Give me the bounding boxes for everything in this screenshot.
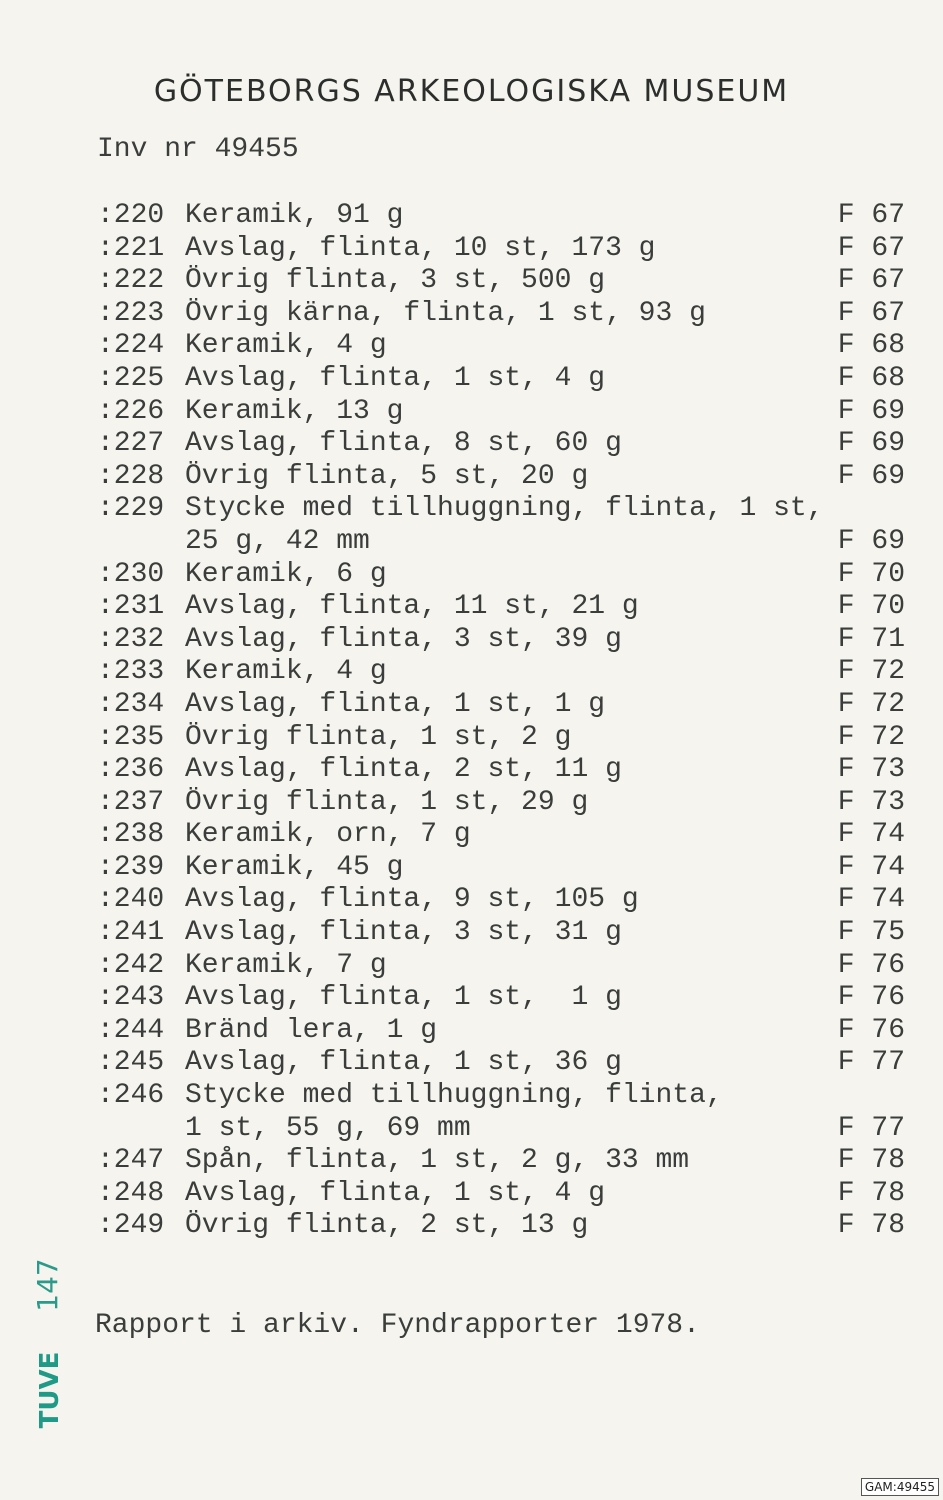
entry-number: :226 <box>97 395 165 427</box>
entry-reference: F 75 <box>837 917 905 949</box>
entry-description: Avslag, flinta, 2 st, 11 g <box>185 754 622 786</box>
entry-row <box>97 656 905 689</box>
entry-description: 25 g, 42 mm <box>185 525 370 557</box>
entry-description: Keramik, 45 g <box>185 851 404 883</box>
entry-number: :240 <box>97 884 165 916</box>
entry-row <box>97 1047 905 1080</box>
entry-reference: F 69 <box>837 460 905 492</box>
entry-description: Avslag, flinta, 1 st, 4 g <box>185 1177 606 1209</box>
entry-reference: F 67 <box>837 265 905 297</box>
entry-row <box>97 689 905 722</box>
archive-note: Rapport i arkiv. Fyndrapporter 1978. <box>95 1310 700 1341</box>
entry-reference: F 74 <box>837 851 905 883</box>
entry-reference: F 67 <box>837 232 905 264</box>
entry-row <box>97 493 905 526</box>
entry-number: :249 <box>97 1210 165 1242</box>
entry-number: :229 <box>97 493 165 525</box>
entry-description: Övrig flinta, 1 st, 2 g <box>185 721 572 753</box>
entry-list <box>97 200 905 1243</box>
entry-reference: F 73 <box>837 754 905 786</box>
entry-number: :232 <box>97 623 165 655</box>
entry-description: Keramik, 91 g <box>185 200 404 231</box>
entry-number: :235 <box>97 721 165 753</box>
entry-reference: F 72 <box>837 656 905 688</box>
entry-reference: F 72 <box>837 688 905 720</box>
entry-description: Avslag, flinta, 9 st, 105 g <box>185 884 639 916</box>
entry-reference: F 68 <box>837 330 905 362</box>
entry-row <box>97 233 905 266</box>
entry-row <box>97 884 905 917</box>
entry-row <box>97 559 905 592</box>
entry-description: Avslag, flinta, 1 st, 36 g <box>185 1047 622 1079</box>
entry-row <box>97 200 905 233</box>
entry-row <box>97 396 905 429</box>
archive-label: GAM:49455 <box>861 1478 939 1496</box>
entry-row <box>97 1210 905 1243</box>
entry-reference: F 76 <box>837 1014 905 1046</box>
entry-reference: F 77 <box>837 1112 905 1144</box>
entry-reference: F 73 <box>837 786 905 818</box>
entry-description: Övrig flinta, 2 st, 13 g <box>185 1210 589 1242</box>
entry-number: :223 <box>97 297 165 329</box>
entry-row <box>97 1015 905 1048</box>
entry-description: Avslag, flinta, 1 st, 4 g <box>185 362 606 394</box>
entry-row <box>97 754 905 787</box>
entry-reference: F 76 <box>837 949 905 981</box>
entry-reference: F 68 <box>837 362 905 394</box>
entry-description: Övrig flinta, 5 st, 20 g <box>185 460 589 492</box>
entry-number: :248 <box>97 1177 165 1209</box>
entry-description: Keramik, 4 g <box>185 330 387 362</box>
entry-description: Keramik, 13 g <box>185 395 404 427</box>
entry-number: :224 <box>97 330 165 362</box>
entry-number: :247 <box>97 1145 165 1177</box>
entry-row <box>97 819 905 852</box>
entry-reference: F 71 <box>837 623 905 655</box>
entry-reference: F 78 <box>837 1210 905 1242</box>
entry-row <box>97 526 905 559</box>
entry-reference: F 74 <box>837 884 905 916</box>
inventory-number: Inv nr 49455 <box>97 134 299 165</box>
entry-number: :228 <box>97 460 165 492</box>
entry-number: :221 <box>97 232 165 264</box>
entry-row <box>97 591 905 624</box>
entry-description: Stycke med tillhuggning, flinta, <box>185 1080 723 1112</box>
entry-row <box>97 363 905 396</box>
entry-reference: F 74 <box>837 819 905 851</box>
entry-description: Keramik, 4 g <box>185 656 387 688</box>
entry-number: :241 <box>97 917 165 949</box>
entry-row <box>97 852 905 885</box>
entry-number: :222 <box>97 265 165 297</box>
handwritten-number: 147 <box>30 1258 64 1312</box>
entry-row <box>97 624 905 657</box>
entry-description: Avslag, flinta, 3 st, 31 g <box>185 917 622 949</box>
entry-number: :239 <box>97 851 165 883</box>
museum-header: GÖTEBORGS ARKEOLOGISKA MUSEUM <box>153 74 790 109</box>
entry-description: Keramik, orn, 7 g <box>185 819 471 851</box>
entry-number: :237 <box>97 786 165 818</box>
entry-row <box>97 428 905 461</box>
entry-number: :244 <box>97 1014 165 1046</box>
entry-number: :243 <box>97 982 165 1014</box>
entry-row <box>97 917 905 950</box>
entry-number: :238 <box>97 819 165 851</box>
entry-reference: F 70 <box>837 558 905 590</box>
entry-number: :242 <box>97 949 165 981</box>
entry-reference: F 78 <box>837 1145 905 1177</box>
entry-description: Spån, flinta, 1 st, 2 g, 33 mm <box>185 1145 690 1177</box>
location-stamp: TUVE <box>35 1351 65 1429</box>
entry-row <box>97 330 905 363</box>
entry-description: Avslag, flinta, 10 st, 173 g <box>185 232 656 264</box>
entry-row <box>97 265 905 298</box>
entry-row <box>97 1145 905 1178</box>
entry-row <box>97 1080 905 1113</box>
entry-row <box>97 722 905 755</box>
entry-row <box>97 787 905 820</box>
entry-description: Övrig flinta, 3 st, 500 g <box>185 265 606 297</box>
entry-number: :231 <box>97 591 165 623</box>
entry-description: Keramik, 7 g <box>185 949 387 981</box>
entry-number: :245 <box>97 1047 165 1079</box>
entry-reference: F 69 <box>837 428 905 460</box>
entry-reference: F 72 <box>837 721 905 753</box>
entry-reference: F 70 <box>837 591 905 623</box>
entry-reference: F 67 <box>837 200 905 231</box>
entry-reference: F 78 <box>837 1177 905 1209</box>
entry-description: Keramik, 6 g <box>185 558 387 590</box>
entry-reference: F 76 <box>837 982 905 1014</box>
entry-number: :234 <box>97 688 165 720</box>
entry-description: Bränd lera, 1 g <box>185 1014 438 1046</box>
entry-row <box>97 298 905 331</box>
entry-reference: F 67 <box>837 297 905 329</box>
entry-number: :236 <box>97 754 165 786</box>
entry-description: Övrig flinta, 1 st, 29 g <box>185 786 589 818</box>
entry-description: Stycke med tillhuggning, flinta, 1 st, <box>185 493 824 525</box>
entry-description: Avslag, flinta, 1 st, 1 g <box>185 982 622 1014</box>
entry-description: Avslag, flinta, 1 st, 1 g <box>185 688 606 720</box>
entry-description: 1 st, 55 g, 69 mm <box>185 1112 471 1144</box>
entry-row <box>97 1113 905 1146</box>
entry-number: :225 <box>97 362 165 394</box>
entry-number: :246 <box>97 1080 165 1112</box>
entry-number: :230 <box>97 558 165 590</box>
entry-row <box>97 982 905 1015</box>
entry-reference: F 69 <box>837 525 905 557</box>
entry-number: :233 <box>97 656 165 688</box>
entry-row <box>97 461 905 494</box>
entry-number: :227 <box>97 428 165 460</box>
entry-description: Avslag, flinta, 3 st, 39 g <box>185 623 622 655</box>
entry-description: Övrig kärna, flinta, 1 st, 93 g <box>185 297 706 329</box>
entry-number: :220 <box>97 200 165 231</box>
entry-row <box>97 1178 905 1211</box>
entry-row <box>97 950 905 983</box>
entry-reference: F 77 <box>837 1047 905 1079</box>
entry-description: Avslag, flinta, 11 st, 21 g <box>185 591 639 623</box>
entry-description: Avslag, flinta, 8 st, 60 g <box>185 428 622 460</box>
entry-reference: F 69 <box>837 395 905 427</box>
